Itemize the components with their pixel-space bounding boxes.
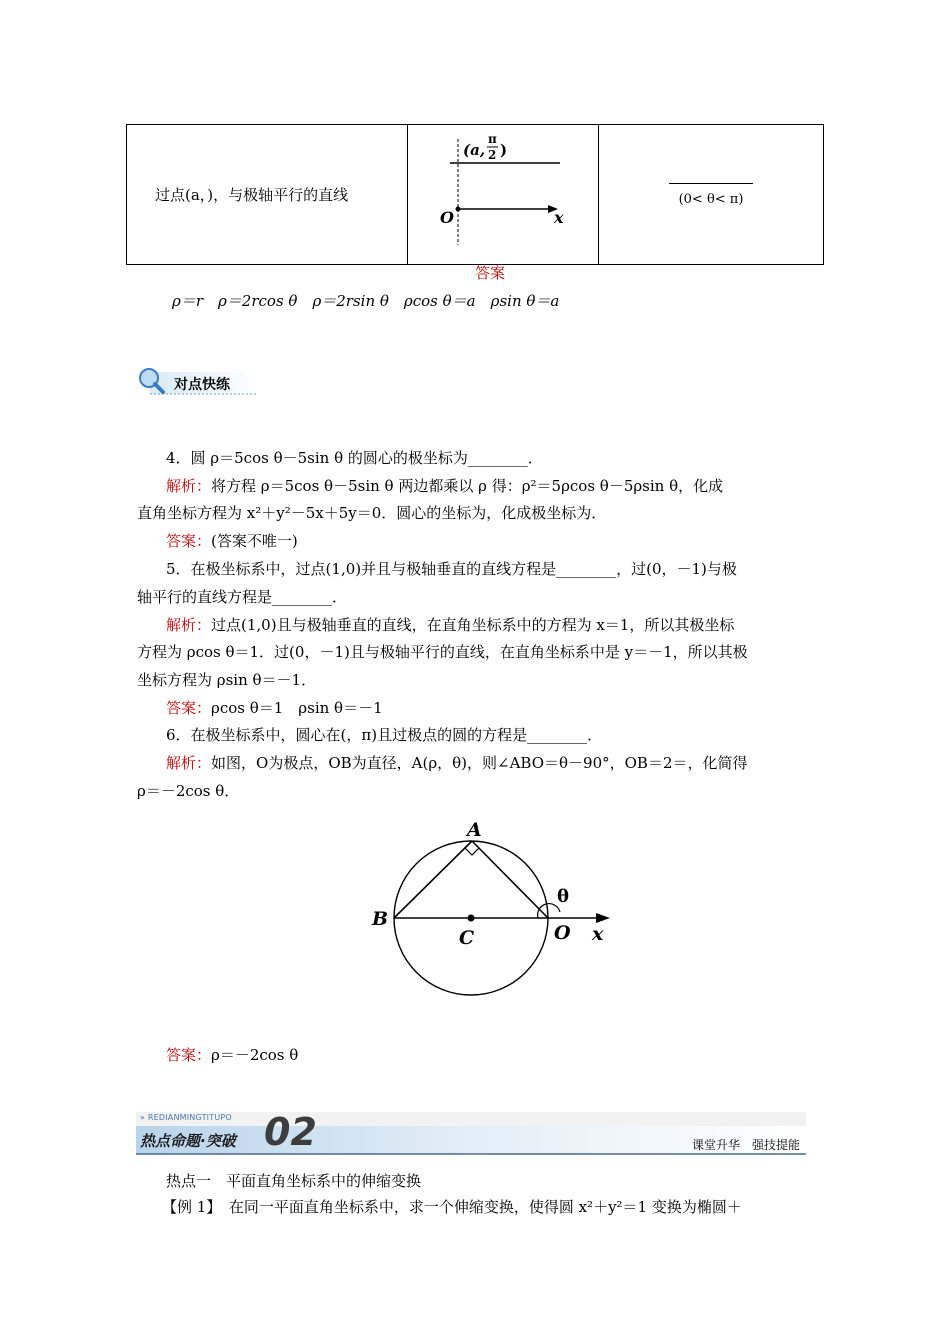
q5-analysis-text-3: 坐标方程为 ρsin θ＝－1． <box>137 671 317 689</box>
banner-right-text: 课堂升华 强技提能 <box>692 1138 801 1152</box>
circle-triangle-figure <box>360 810 620 1010</box>
hot-topic-title: 热点一 平面直角坐标系中的伸缩变换 <box>166 1172 422 1190</box>
example-text: 在同一平面直角坐标系中，求一个伸缩变换，使得圆 x²＋y²＝1 变换为椭圆＋ <box>228 1198 742 1216</box>
q4-analysis <box>166 475 723 497</box>
side-AO <box>472 841 548 918</box>
q6-answer <box>166 1044 298 1066</box>
q4-analysis-label: 解析： <box>166 477 212 495</box>
label-O: O <box>554 922 571 944</box>
q4-answer-label: 答案： <box>166 532 212 550</box>
label-C: C <box>459 927 475 949</box>
q5-analysis-text-2: 方程为 ρcos θ＝1．过(0，－1)且与极轴平行的直线，在直角坐标系中是 y＝－1，所以其极 <box>137 643 748 661</box>
x-axis-label: x <box>554 208 564 227</box>
label-B: B <box>372 908 389 930</box>
origin-label: O <box>440 208 454 227</box>
pi-label: π <box>488 132 497 146</box>
example-label: 【例 1】 <box>162 1198 214 1216</box>
label-x: x <box>592 923 604 945</box>
section-header <box>136 366 258 396</box>
close-paren: ) <box>500 141 508 159</box>
q4-question: 4．圆 ρ＝5cos θ－5sin θ 的圆心的极坐标为________． <box>166 449 543 467</box>
side-BA <box>394 841 472 918</box>
answer-header: 答案 <box>475 264 506 282</box>
q6-analysis-text-2: ρ＝－2cos θ． <box>137 782 240 800</box>
q5-answer <box>166 697 383 719</box>
q6-question: 6．在极坐标系中，圆心在(，π)且过极点的圆的方程是________． <box>166 726 603 744</box>
section-title: 对点快练 <box>174 377 230 393</box>
figure-cell <box>408 125 599 265</box>
q6-analysis <box>166 752 748 774</box>
polar-line-figure <box>408 125 598 264</box>
axis-arrow <box>596 913 610 923</box>
point-label: (a, <box>463 141 486 159</box>
example-1 <box>162 1196 742 1218</box>
q6-answer-text: ρ＝－2cos θ <box>211 1046 299 1064</box>
q5-analysis-label: 解析： <box>166 616 212 634</box>
equation-cell <box>599 125 824 265</box>
q4-answer-text: (答案不唯一) <box>211 532 298 550</box>
row-label: 过点(a，)，与极轴平行的直线 <box>155 186 349 204</box>
table-row <box>127 125 824 265</box>
q4-analysis-text-2: 直角坐标方程为 x²＋y²－5x＋5y＝0．圆心的坐标为，化成极坐标为． <box>137 504 607 522</box>
q5-question-1: 5．在极坐标系中，过点(1,0)并且与极轴垂直的直线方程是________，过(0，－1)与极 <box>166 560 737 578</box>
answer-line: ρ＝r ρ＝2rcos θ ρ＝2rsin θ ρcos θ＝a ρsin θ＝a <box>172 292 560 310</box>
banner-number: 02 <box>264 1110 317 1154</box>
q5-analysis-text-1: 过点(1,0)且与极轴垂直的直线，在直角坐标系中的方程为 x＝1，所以其极坐标 <box>211 616 735 634</box>
label-theta: θ <box>557 886 570 907</box>
banner-small-text: » REDIANMINGTITUPO <box>140 1113 232 1122</box>
section-banner <box>136 1112 806 1156</box>
polar-equation-table <box>126 124 824 265</box>
banner-title: 热点命题·突破 <box>140 1132 236 1150</box>
q4-analysis-text-1: 将方程 ρ＝5cos θ－5sin θ 两边都乘以 ρ 得：ρ²＝5ρcos θ－5ρsin θ，化成 <box>211 477 724 495</box>
q4-answer <box>166 530 298 552</box>
q6-analysis-label: 解析： <box>166 754 212 772</box>
row-label-cell <box>127 125 408 265</box>
center-dot <box>468 915 475 922</box>
q5-answer-label: 答案： <box>166 699 212 717</box>
q5-answer-text: ρcos θ＝1 ρsin θ＝－1 <box>211 699 383 717</box>
label-A: A <box>467 819 482 841</box>
q5-analysis <box>166 614 734 636</box>
range-note: (0< θ< π) <box>678 192 744 207</box>
q6-answer-label: 答案： <box>166 1046 212 1064</box>
right-angle-mark <box>465 848 479 855</box>
q5-question-2: 轴平行的直线方程是________． <box>137 588 348 606</box>
two-label: 2 <box>488 148 497 162</box>
q6-analysis-text-1: 如图，O为极点，OB为直径，A(ρ，θ)，则∠ABO＝θ－90°，OB＝2＝，化简得 <box>211 754 748 772</box>
blank-line <box>669 182 753 184</box>
